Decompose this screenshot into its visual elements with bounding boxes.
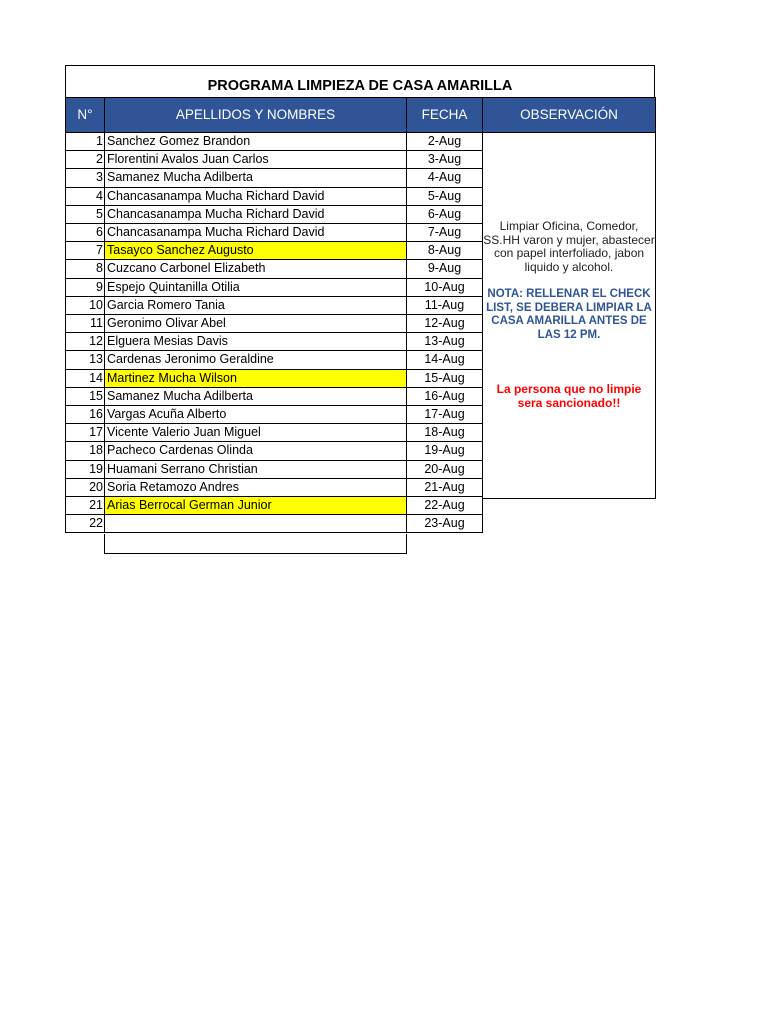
row-date-cell[interactable]: 9-Aug [406,260,483,278]
header-name: APELLIDOS Y NOMBRES [104,97,407,133]
row-name-cell[interactable]: Soria Retamozo Andres [104,479,407,497]
row-date-cell[interactable]: 5-Aug [406,188,483,206]
row-date-cell[interactable]: 20-Aug [406,461,483,479]
row-name-cell[interactable]: Garcia Romero Tania [104,297,407,315]
row-name-cell[interactable]: Martinez Mucha Wilson [104,370,407,388]
row-date-cell[interactable]: 13-Aug [406,333,483,351]
row-name-cell[interactable]: Chancasanampa Mucha Richard David [104,206,407,224]
row-number-cell[interactable]: 18 [65,442,105,460]
row-date-cell[interactable]: 22-Aug [406,497,483,515]
row-name-cell[interactable]: Tasayco Sanchez Augusto [104,242,407,260]
row-date-cell[interactable]: 12-Aug [406,315,483,333]
row-name-cell[interactable]: Samanez Mucha Adilberta [104,388,407,406]
empty-name-cell[interactable] [104,534,407,554]
header-observation: OBSERVACIÓN [482,97,656,133]
row-number-cell[interactable]: 16 [65,406,105,424]
row-date-cell[interactable]: 8-Aug [406,242,483,260]
header-num: N° [65,97,105,133]
row-date-cell[interactable]: 14-Aug [406,351,483,369]
row-date-cell[interactable]: 4-Aug [406,169,483,187]
row-number-cell[interactable]: 22 [65,515,105,533]
row-date-cell[interactable]: 2-Aug [406,133,483,151]
row-number-cell[interactable]: 4 [65,188,105,206]
observation-instructions: Limpiar Oficina, Comedor, SS.HH varon y mujer, abastecer con papel interfoliado, jabon liquido y alcohol. [483,219,655,274]
row-name-cell[interactable]: Cardenas Jeronimo Geraldine [104,351,407,369]
row-date-cell[interactable]: 19-Aug [406,442,483,460]
row-number-cell[interactable]: 1 [65,133,105,151]
row-name-cell[interactable]: Vargas Acuña Alberto [104,406,407,424]
row-date-cell[interactable]: 10-Aug [406,279,483,297]
observation-cell[interactable] [482,133,656,499]
row-date-cell[interactable]: 23-Aug [406,515,483,533]
row-number-cell[interactable]: 14 [65,370,105,388]
row-name-cell[interactable] [104,515,407,533]
sheet-title: PROGRAMA LIMPIEZA DE CASA AMARILLA [65,65,655,97]
row-name-cell[interactable]: Vicente Valerio Juan Miguel [104,424,407,442]
row-date-cell[interactable]: 18-Aug [406,424,483,442]
row-number-cell[interactable]: 21 [65,497,105,515]
row-date-cell[interactable]: 15-Aug [406,370,483,388]
row-name-cell[interactable]: Sanchez Gomez Brandon [104,133,407,151]
row-number-cell[interactable]: 11 [65,315,105,333]
row-number-cell[interactable]: 19 [65,461,105,479]
row-number-cell[interactable]: 7 [65,242,105,260]
row-date-cell[interactable]: 3-Aug [406,151,483,169]
observation-warning: La persona que no limpie sera sancionado!! [496,382,642,410]
row-number-cell[interactable]: 6 [65,224,105,242]
row-number-cell[interactable]: 15 [65,388,105,406]
row-number-cell[interactable]: 12 [65,333,105,351]
row-number-cell[interactable]: 9 [65,279,105,297]
row-name-cell[interactable]: Elguera Mesias Davis [104,333,407,351]
row-date-cell[interactable]: 6-Aug [406,206,483,224]
row-date-cell[interactable]: 17-Aug [406,406,483,424]
row-name-cell[interactable]: Espejo Quintanilla Otilia [104,279,407,297]
row-name-cell[interactable]: Cuzcano Carbonel Elizabeth [104,260,407,278]
row-number-cell[interactable]: 5 [65,206,105,224]
header-date: FECHA [406,97,483,133]
row-name-cell[interactable]: Florentini Avalos Juan Carlos [104,151,407,169]
row-name-cell[interactable]: Samanez Mucha Adilberta [104,169,407,187]
row-number-cell[interactable]: 2 [65,151,105,169]
row-number-cell[interactable]: 3 [65,169,105,187]
row-name-cell[interactable]: Huamani Serrano Christian [104,461,407,479]
row-name-cell[interactable]: Chancasanampa Mucha Richard David [104,224,407,242]
row-name-cell[interactable]: Arias Berrocal German Junior [104,497,407,515]
row-number-cell[interactable]: 13 [65,351,105,369]
row-number-cell[interactable]: 17 [65,424,105,442]
row-date-cell[interactable]: 21-Aug [406,479,483,497]
observation-note: NOTA: RELLENAR EL CHECK LIST, SE DEBERA LIMPIAR LA CASA AMARILLA ANTES DE LAS 12 PM. [486,288,652,341]
row-date-cell[interactable]: 16-Aug [406,388,483,406]
row-number-cell[interactable]: 20 [65,479,105,497]
row-date-cell[interactable]: 11-Aug [406,297,483,315]
row-name-cell[interactable]: Geronimo Olivar Abel [104,315,407,333]
row-name-cell[interactable]: Pacheco Cardenas Olinda [104,442,407,460]
row-name-cell[interactable]: Chancasanampa Mucha Richard David [104,188,407,206]
row-number-cell[interactable]: 10 [65,297,105,315]
row-number-cell[interactable]: 8 [65,260,105,278]
row-date-cell[interactable]: 7-Aug [406,224,483,242]
